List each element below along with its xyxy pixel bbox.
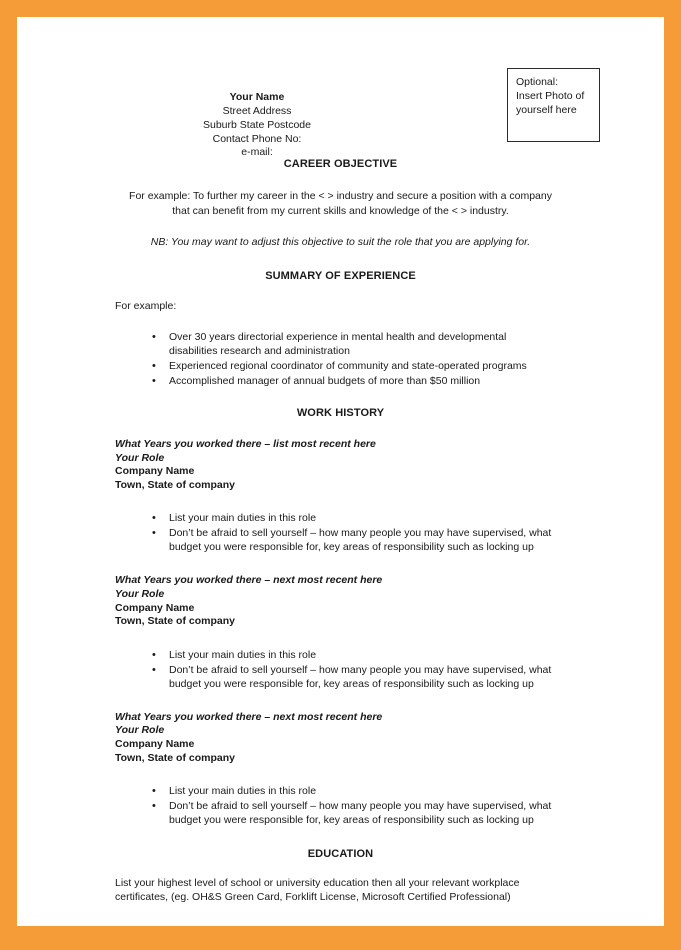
photo-box-line-1: Optional: bbox=[516, 76, 559, 88]
summary-lead-in: For example: bbox=[115, 299, 177, 312]
career-objective-example-line-2: that can benefit from my current skills and knowledge of the < > industry. bbox=[172, 204, 509, 217]
job-entry bbox=[17, 574, 664, 629]
job-bullet-list bbox=[17, 785, 664, 828]
job-bullet-list bbox=[17, 512, 664, 555]
photo-box-line-3: yourself here bbox=[516, 104, 577, 117]
job-location: Town, State of company bbox=[115, 615, 235, 628]
suburb-state-postcode: Suburb State Postcode bbox=[203, 118, 311, 131]
list-item: • Don’t be afraid to sell yourself – how many people you may have supervised, what budget you were responsible for, key areas of responsibility such as locking up bbox=[17, 664, 664, 692]
job-location: Town, State of company bbox=[115, 751, 235, 764]
job-role: Your Role bbox=[115, 587, 165, 600]
list-item: • Over 30 years directorial experience in mental health and developmental disabilities research and administration bbox=[17, 331, 664, 359]
resume-document bbox=[17, 17, 664, 926]
header-zone bbox=[17, 17, 664, 159]
job-bullet-list bbox=[17, 649, 664, 692]
section-title-work-history: WORK HISTORY bbox=[296, 406, 385, 419]
list-item: • List your main duties in this role bbox=[17, 512, 664, 526]
education-body bbox=[17, 877, 664, 904]
education-line-2: certificates, (eg. OH&S Green Card, Forklift License, Microsoft Certified Professional) bbox=[115, 890, 511, 903]
photo-box-line-2: Insert Photo of bbox=[516, 90, 585, 103]
list-item: • Don’t be afraid to sell yourself – how many people you may have supervised, what budget you were responsible for, key areas of responsibility such as locking up bbox=[17, 800, 664, 828]
job-years: What Years you worked there – next most recent here bbox=[115, 710, 383, 723]
job-role: Your Role bbox=[115, 451, 165, 464]
career-objective-example bbox=[17, 189, 664, 218]
job-location: Town, State of company bbox=[115, 478, 235, 491]
job-company: Company Name bbox=[115, 601, 195, 614]
contact-block bbox=[17, 91, 497, 160]
street-address: Street Address bbox=[222, 104, 292, 117]
photo-placeholder-box[interactable] bbox=[507, 68, 600, 142]
contact-phone: Contact Phone No: bbox=[212, 132, 302, 145]
job-entry bbox=[17, 438, 664, 493]
list-item: • Don’t be afraid to sell yourself – how many people you may have supervised, what budget you were responsible for, key areas of responsibility such as locking up bbox=[17, 527, 664, 555]
education-line-1: List your highest level of school or university education then all your relevant workplace bbox=[115, 877, 520, 890]
summary-bullet-list bbox=[17, 331, 664, 389]
email: e-mail: bbox=[241, 146, 273, 159]
section-title-summary-of-experience: SUMMARY OF EXPERIENCE bbox=[265, 270, 416, 283]
list-item: • Accomplished manager of annual budgets of more than $50 million bbox=[17, 375, 664, 389]
document-page bbox=[17, 17, 664, 926]
job-years: What Years you worked there – next most recent here bbox=[115, 574, 383, 587]
job-company: Company Name bbox=[115, 465, 195, 478]
list-item: • List your main duties in this role bbox=[17, 649, 664, 663]
job-years: What Years you worked there – list most recent here bbox=[115, 437, 376, 450]
list-item: • List your main duties in this role bbox=[17, 785, 664, 799]
career-objective-note: NB: You may want to adjust this objective to suit the role that you are applying for. bbox=[150, 236, 531, 249]
list-item: • Experienced regional coordinator of community and state-operated programs bbox=[17, 360, 664, 374]
section-title-education: EDUCATION bbox=[307, 848, 374, 861]
applicant-name: Your Name bbox=[229, 91, 285, 103]
career-objective-example-line-1: For example: To further my career in the < > industry and secure a position with a company bbox=[129, 190, 552, 203]
section-title-career-objective: CAREER OBJECTIVE bbox=[283, 158, 398, 170]
job-role: Your Role bbox=[115, 724, 165, 737]
job-entry bbox=[17, 711, 664, 766]
job-company: Company Name bbox=[115, 738, 195, 751]
